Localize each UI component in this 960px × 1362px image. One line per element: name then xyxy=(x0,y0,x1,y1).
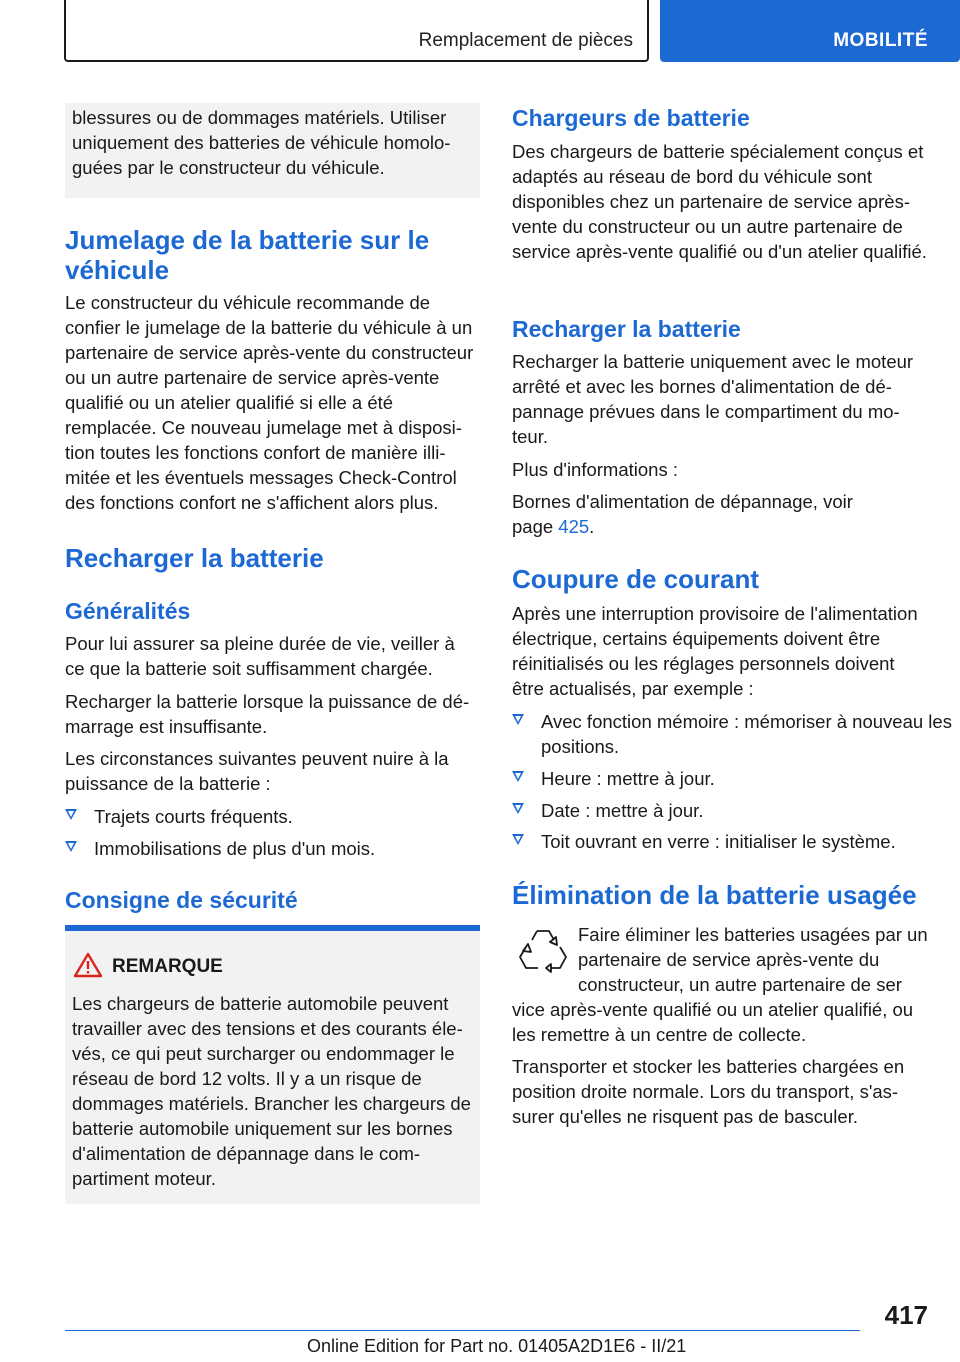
list-item: Immobilisations de plus d'un mois. xyxy=(65,836,506,861)
paragraph-chargers: Des chargeurs de batterie spécialement conçus et adaptés au réseau de bord du véhicule sont disponibles chez un partenaire de service après-vente du constructeur ou un autre partenaire de service après-vente qualifié ou d'un atelier qualifié. xyxy=(512,141,927,262)
note-title: REMARQUE xyxy=(112,956,223,977)
heading-chargers: Chargeurs de batterie xyxy=(512,105,750,131)
list-item: Date : mettre à jour. xyxy=(512,798,956,823)
paragraph-reference: Bornes d'alimentation de dépannage, voir page 425. xyxy=(512,491,853,537)
paragraph-disposal-rest: vice après-vente qualifié ou un atelier qualifié, ou les remettre à un centre de collecte. xyxy=(512,999,914,1045)
warning-triangle-icon xyxy=(73,952,103,978)
list-item: Heure : mettre à jour. xyxy=(512,766,956,791)
heading-recharge: Recharger la batterie xyxy=(512,316,741,342)
footer-edition: Online Edition for Part no. 01405A2D1E6 - II/21 xyxy=(307,1336,687,1356)
list-item: Trajets courts fréquents. xyxy=(65,804,506,829)
paragraph-recharge: Recharger la batterie uniquement avec le moteur arrêté et avec les bornes d'alimentation de dépannage prévues dans le compartiment du moteur. xyxy=(512,351,914,447)
section-tab xyxy=(64,0,649,62)
triangle-bullet-icon xyxy=(512,803,524,814)
triangle-bullet-icon xyxy=(65,841,77,852)
triangle-bullet-icon xyxy=(512,714,524,725)
heading-power-cut: Coupure de courant xyxy=(512,564,760,594)
page-number: 417 xyxy=(884,1300,928,1330)
paragraph-transport: Transporter et stocker les batteries chargées en position droite normale. Lors du transport, s'assurer qu'elles ne risquent pas de basculer. xyxy=(512,1056,905,1127)
paragraph-disposal-wrap: Faire éliminer les batteries usagées par un partenaire de service après-vente du constructeur, un autre partenaire de ser xyxy=(578,924,928,995)
page-reference-link[interactable]: 425 xyxy=(558,516,590,537)
paragraph-battery-pairing: Le constructeur du véhicule recommande de confier le jumelage de la batterie du véhicule à un partenaire de service après-vente du constructeur ou un autre partenaire de service après-vente qualifié ou un atelier qualifié si elle a été remplacée. Ce nouveau jumelage met à disposition toutes les fonctions confort de manière illimitée et les éventuels messages Check-Control des fonctions confort ne s'affichent alors plus. xyxy=(65,292,474,513)
section-title: Remplacement de pièces xyxy=(418,30,633,51)
paragraph-power-cut: Après une interruption provisoire de l'alimentation électrique, certains équipements doivent être réinitialisés ou les réglages personnels doivent être actualisés, par exemple : xyxy=(512,603,918,699)
heading-general: Généralités xyxy=(65,598,191,624)
list-item: Toit ouvrant en verre : initialiser le système. xyxy=(512,829,959,854)
heading-safety: Consigne de sécurité xyxy=(65,887,298,913)
continued-warning-box xyxy=(65,103,480,198)
list-item: Avec fonction mémoire : mémoriser à nouveau les positions. xyxy=(512,709,956,759)
recycle-icon xyxy=(516,925,570,977)
heading-battery-pairing: Jumelage de la batterie sur le véhicule xyxy=(65,225,430,285)
triangle-bullet-icon xyxy=(512,771,524,782)
chapter-tab xyxy=(660,0,960,62)
heading-disposal: Élimination de la batterie usagée xyxy=(512,880,917,910)
footer-divider xyxy=(65,1330,860,1331)
note-text: Les chargeurs de batterie automobile peuvent travailler avec des tensions et des courants élevés, ce qui peut surcharger ou endommager le réseau de bord 12 volts. Il y a un risque de dommages matériels. Brancher les chargeurs de batterie automobile uniquement sur les bornes d'alimentation de dépannage dans le compartiment moteur. xyxy=(72,993,471,1189)
triangle-bullet-icon xyxy=(65,809,77,820)
page-header xyxy=(64,0,960,66)
paragraph-general-3: Les circonstances suivantes peuvent nuire à la puissance de la batterie : xyxy=(65,748,449,794)
paragraph-more-info: Plus d'informations : xyxy=(512,459,678,480)
heading-charge-battery: Recharger la batterie xyxy=(65,543,324,573)
triangle-bullet-icon xyxy=(512,834,524,845)
continued-warning-text: blessures ou de dommages matériels. Utiliser uniquement des batteries de véhicule homologuées par le constructeur du véhicule. xyxy=(72,107,451,178)
paragraph-general-2: Recharger la batterie lorsque la puissance de démarrage est insuffisante. xyxy=(65,691,470,737)
paragraph-general-1: Pour lui assurer sa pleine durée de vie, veiller à ce que la batterie soit suffisamment chargée. xyxy=(65,633,455,679)
note-box xyxy=(65,925,480,1204)
chapter-title: MOBILITÉ xyxy=(833,30,928,51)
